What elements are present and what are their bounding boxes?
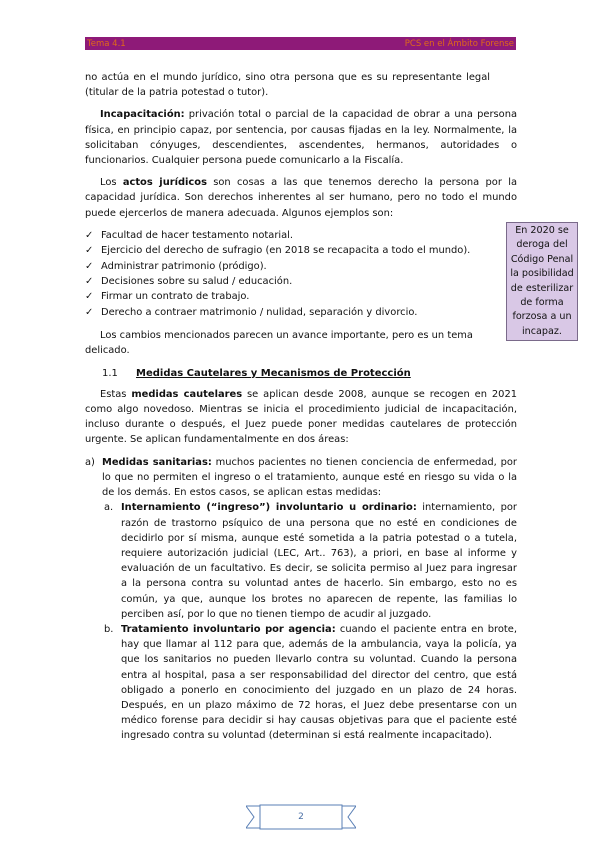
side-note: En 2020 se deroga del Código Penal la posibilidad de esterilizar de forma forzosa a un incapaz. <box>506 222 578 341</box>
list-item: ✓ Facultad de hacer testamento notarial. <box>85 228 490 243</box>
sanitary-measures-list <box>102 500 517 743</box>
check-icon: ✓ <box>85 245 94 257</box>
term-medidas-sanitarias: Medidas sanitarias: <box>102 456 212 468</box>
list-item: ✓ Decisiones sobre su salud / educación. <box>85 274 490 289</box>
header-right: PCS en el Ámbito Forense <box>404 38 514 49</box>
check-icon: ✓ <box>85 260 94 272</box>
list-item: ✓ Derecho a contraer matrimonio / nulidad, separación y divorcio. <box>85 305 490 320</box>
section-heading <box>102 366 517 381</box>
check-icon: ✓ <box>85 291 94 303</box>
list-item: ✓ Ejercicio del derecho de sufragio (en 2018 se recapacita a todo el mundo). <box>85 243 490 258</box>
term-internamiento: Internamiento (“ingreso”) involuntario u ordinario: <box>121 502 417 514</box>
sublist-item-b: b. Tratamiento involuntario por agencia: cuando el paciente entra en brote, hay que llamar al 112 para que, además de la ambulancia, vaya la policía, ya que los sanitarios no pueden llevarlo contra su voluntad. Cuando la persona entra al hospital, pasa a ser responsabilidad del director del centro, que está obligado a ponerlo en conocimiento del juzgado en un plazo de 24 horas. Después, en un plazo máximo de 72 horas, el Juez debe presentarse con un médico forense para decidir si hay causas objetivas para que el paciente esté ingresado contra su voluntad (determinan si está realmente incapacitado). <box>104 623 517 742</box>
page-number: 2 <box>298 812 304 822</box>
check-icon: ✓ <box>85 229 94 241</box>
term-actos-juridicos: actos jurídicos <box>122 177 207 189</box>
term-incapacitacion: Incapacitación: <box>100 109 185 121</box>
paragraph-continuation: no actúa en el mundo jurídico, sino otra persona que es su representante legal (titular de la patria potestad o tutor). <box>85 72 490 99</box>
areas-list <box>85 455 517 744</box>
page-footer <box>246 804 356 830</box>
list-marker: a) <box>85 456 95 468</box>
list-item: ✓ Firmar un contrato de trabajo. <box>85 289 490 304</box>
list-item: ✓ Administrar patrimonio (pródigo). <box>85 259 490 274</box>
sublist-marker: a. <box>104 502 114 514</box>
section-number: 1.1 <box>102 367 118 379</box>
section-title: Medidas Cautelares y Mecanismos de Protección <box>136 367 411 379</box>
page-header <box>85 37 516 50</box>
check-icon: ✓ <box>85 306 94 318</box>
paragraph-actos-juridicos: Los actos jurídicos son cosas a las que tenemos derecho la persona por la capacidad jurídica. Son derechos inherentes al ser humano, pero no todo el mundo puede ejercerlos de manera adecuada. Algunos ejemplos son: <box>85 177 517 219</box>
term-tratamiento-involuntario: Tratamiento involuntario por agencia: <box>121 623 336 635</box>
header-left: Tema 4.1 <box>87 38 126 49</box>
paragraph-cambios: Los cambios mencionados parecen un avance importante, pero es un tema delicado. <box>85 330 473 357</box>
sublist-marker: b. <box>104 623 114 635</box>
examples-checklist <box>85 228 490 320</box>
check-icon: ✓ <box>85 276 94 288</box>
term-medidas-cautelares: medidas cautelares <box>131 388 243 400</box>
sublist-item-a: a. Internamiento (“ingreso”) involuntario u ordinario: internamiento, por razón de trastorno psíquico de una persona que no esté en condiciones de decidirlo por sí misma, aunque esté sometida a la patria potestad o a tutela, requiere autorización judicial (LEC, Art.. 763), a priori, en base al informe y evaluación de un facultativo. Es decir, se solicita permiso al Juez para ingresar a la persona contra su voluntad antes de hacerlo. Sin embargo, esto no es común, ya que, aunque los brotes no aparecen de repente, las familias lo perciben así, por lo que no tienen tiempo de acudir al juzgado. <box>104 502 517 620</box>
paragraph-incapacitacion: Incapacitación: privación total o parcial de la capacidad de obrar a una persona física, en principio capaz, por sentencia, por causas fijadas en la ley. Normalmente, la solicitaban cónyuges, descendientes, ascendentes, hermanos, autoridades o funcionarios. Cualquier persona puede comunicarlo a la Fiscalía. <box>85 109 517 167</box>
page-body <box>85 70 517 744</box>
paragraph-medidas-cautelares: Estas medidas cautelares se aplican desde 2008, aunque se recogen en 2021 como algo novedoso. Mientras se inicia el procedimiento judicial de incapacitación, incluso durante o después, el Juez puede poner medidas cautelares de protección urgente. Se aplican fundamentalmente en dos áreas: <box>85 388 518 446</box>
list-item-a: a) Medidas sanitarias: muchos pacientes no tienen conciencia de enfermedad, por lo que no permiten el ingreso o el tratamiento, aunque esté en riesgo su vida o la de los demás. En estos casos, se aplican estas medidas: a. Internamiento (“ingreso”) involuntario u ordinario: internamiento, por razón de trastorno psíquico de una persona que no esté en condiciones de decidirlo por sí misma, aunque esté sometida a la patria potestad o a tutela, requiere autorización judicial (LEC, Art.. 763), a priori, en base al informe y evaluación de un facultativo. Es decir, se solicita permiso al Juez para ingresar a la persona contra su voluntad antes de hacerlo. Sin embargo, esto no es común, ya que, aunque los brotes no aparecen de repente, las familias lo perciben así, por lo que no tienen tiempo de acudir al juzgado. b. Tratamiento involuntario por agencia: cuando el paciente entra en brote, hay que llamar al 112 para que, además de la ambulancia, vaya la policía, ya que los sanitarios no pueden llevarlo contra su voluntad. Cuando la persona entra al hospital, pasa a ser responsabilidad del director del centro, que está obligado a ponerlo en conocimiento del juzgado en un plazo de 24 horas. Después, en un plazo máximo de 72 horas, el Juez debe presentarse con un médico forense para decidir si hay causas objetivas para que el paciente esté ingresado contra su voluntad (determinan si está realmente incapacitado). <box>85 455 517 744</box>
